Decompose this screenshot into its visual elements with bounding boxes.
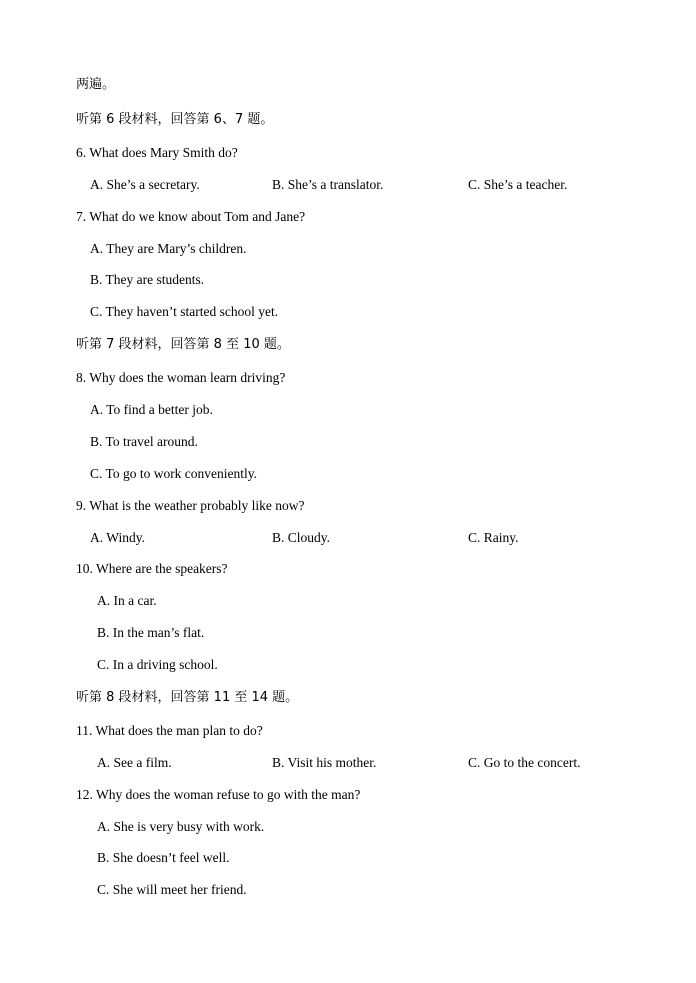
option-b: B. To travel around. (90, 434, 198, 449)
section-heading: 听第 8 段材料，回答第 11 至 14 题。 (76, 690, 299, 705)
question-stem: 12. Why does the woman refuse to go with the man? (76, 787, 361, 802)
option-a: A. Windy. (90, 530, 145, 545)
question-stem: 10. Where are the speakers? (76, 561, 228, 576)
option-b: B. She doesn’t feel well. (97, 850, 230, 865)
option-c: C. To go to work conveniently. (90, 466, 258, 481)
option-c: C. Rainy. (468, 530, 519, 545)
question-stem: 7. What do we know about Tom and Jane? (76, 209, 306, 224)
option-c: C. She will meet her friend. (97, 882, 247, 897)
option-b: B. They are students. (90, 272, 205, 287)
option-b: B. Cloudy. (272, 530, 331, 545)
question-stem: 8. Why does the woman learn driving? (76, 370, 286, 385)
question-stem: 9. What is the weather probably like now? (76, 498, 305, 513)
option-a: A. She is very busy with work. (97, 819, 265, 834)
question-stem: 11. What does the man plan to do? (76, 723, 263, 738)
option-a: A. She’s a secretary. (90, 177, 200, 192)
intro-tail: 两遍。 (76, 77, 116, 92)
option-b: B. Visit his mother. (272, 755, 377, 770)
option-a: A. They are Mary’s children. (90, 241, 247, 256)
option-c: C. She’s a teacher. (468, 177, 568, 192)
option-a: A. In a car. (97, 593, 157, 608)
option-b: B. In the man’s flat. (97, 625, 205, 640)
section-heading: 听第 6 段材料，回答第 6、7 题。 (76, 112, 274, 127)
option-c: C. Go to the concert. (468, 755, 581, 770)
option-b: B. She’s a translator. (272, 177, 384, 192)
option-a: A. To find a better job. (90, 402, 213, 417)
option-a: A. See a film. (97, 755, 172, 770)
question-stem: 6. What does Mary Smith do? (76, 145, 238, 160)
option-c: C. In a driving school. (97, 657, 218, 672)
section-heading: 听第 7 段材料，回答第 8 至 10 题。 (76, 337, 290, 352)
option-c: C. They haven’t started school yet. (90, 304, 279, 319)
